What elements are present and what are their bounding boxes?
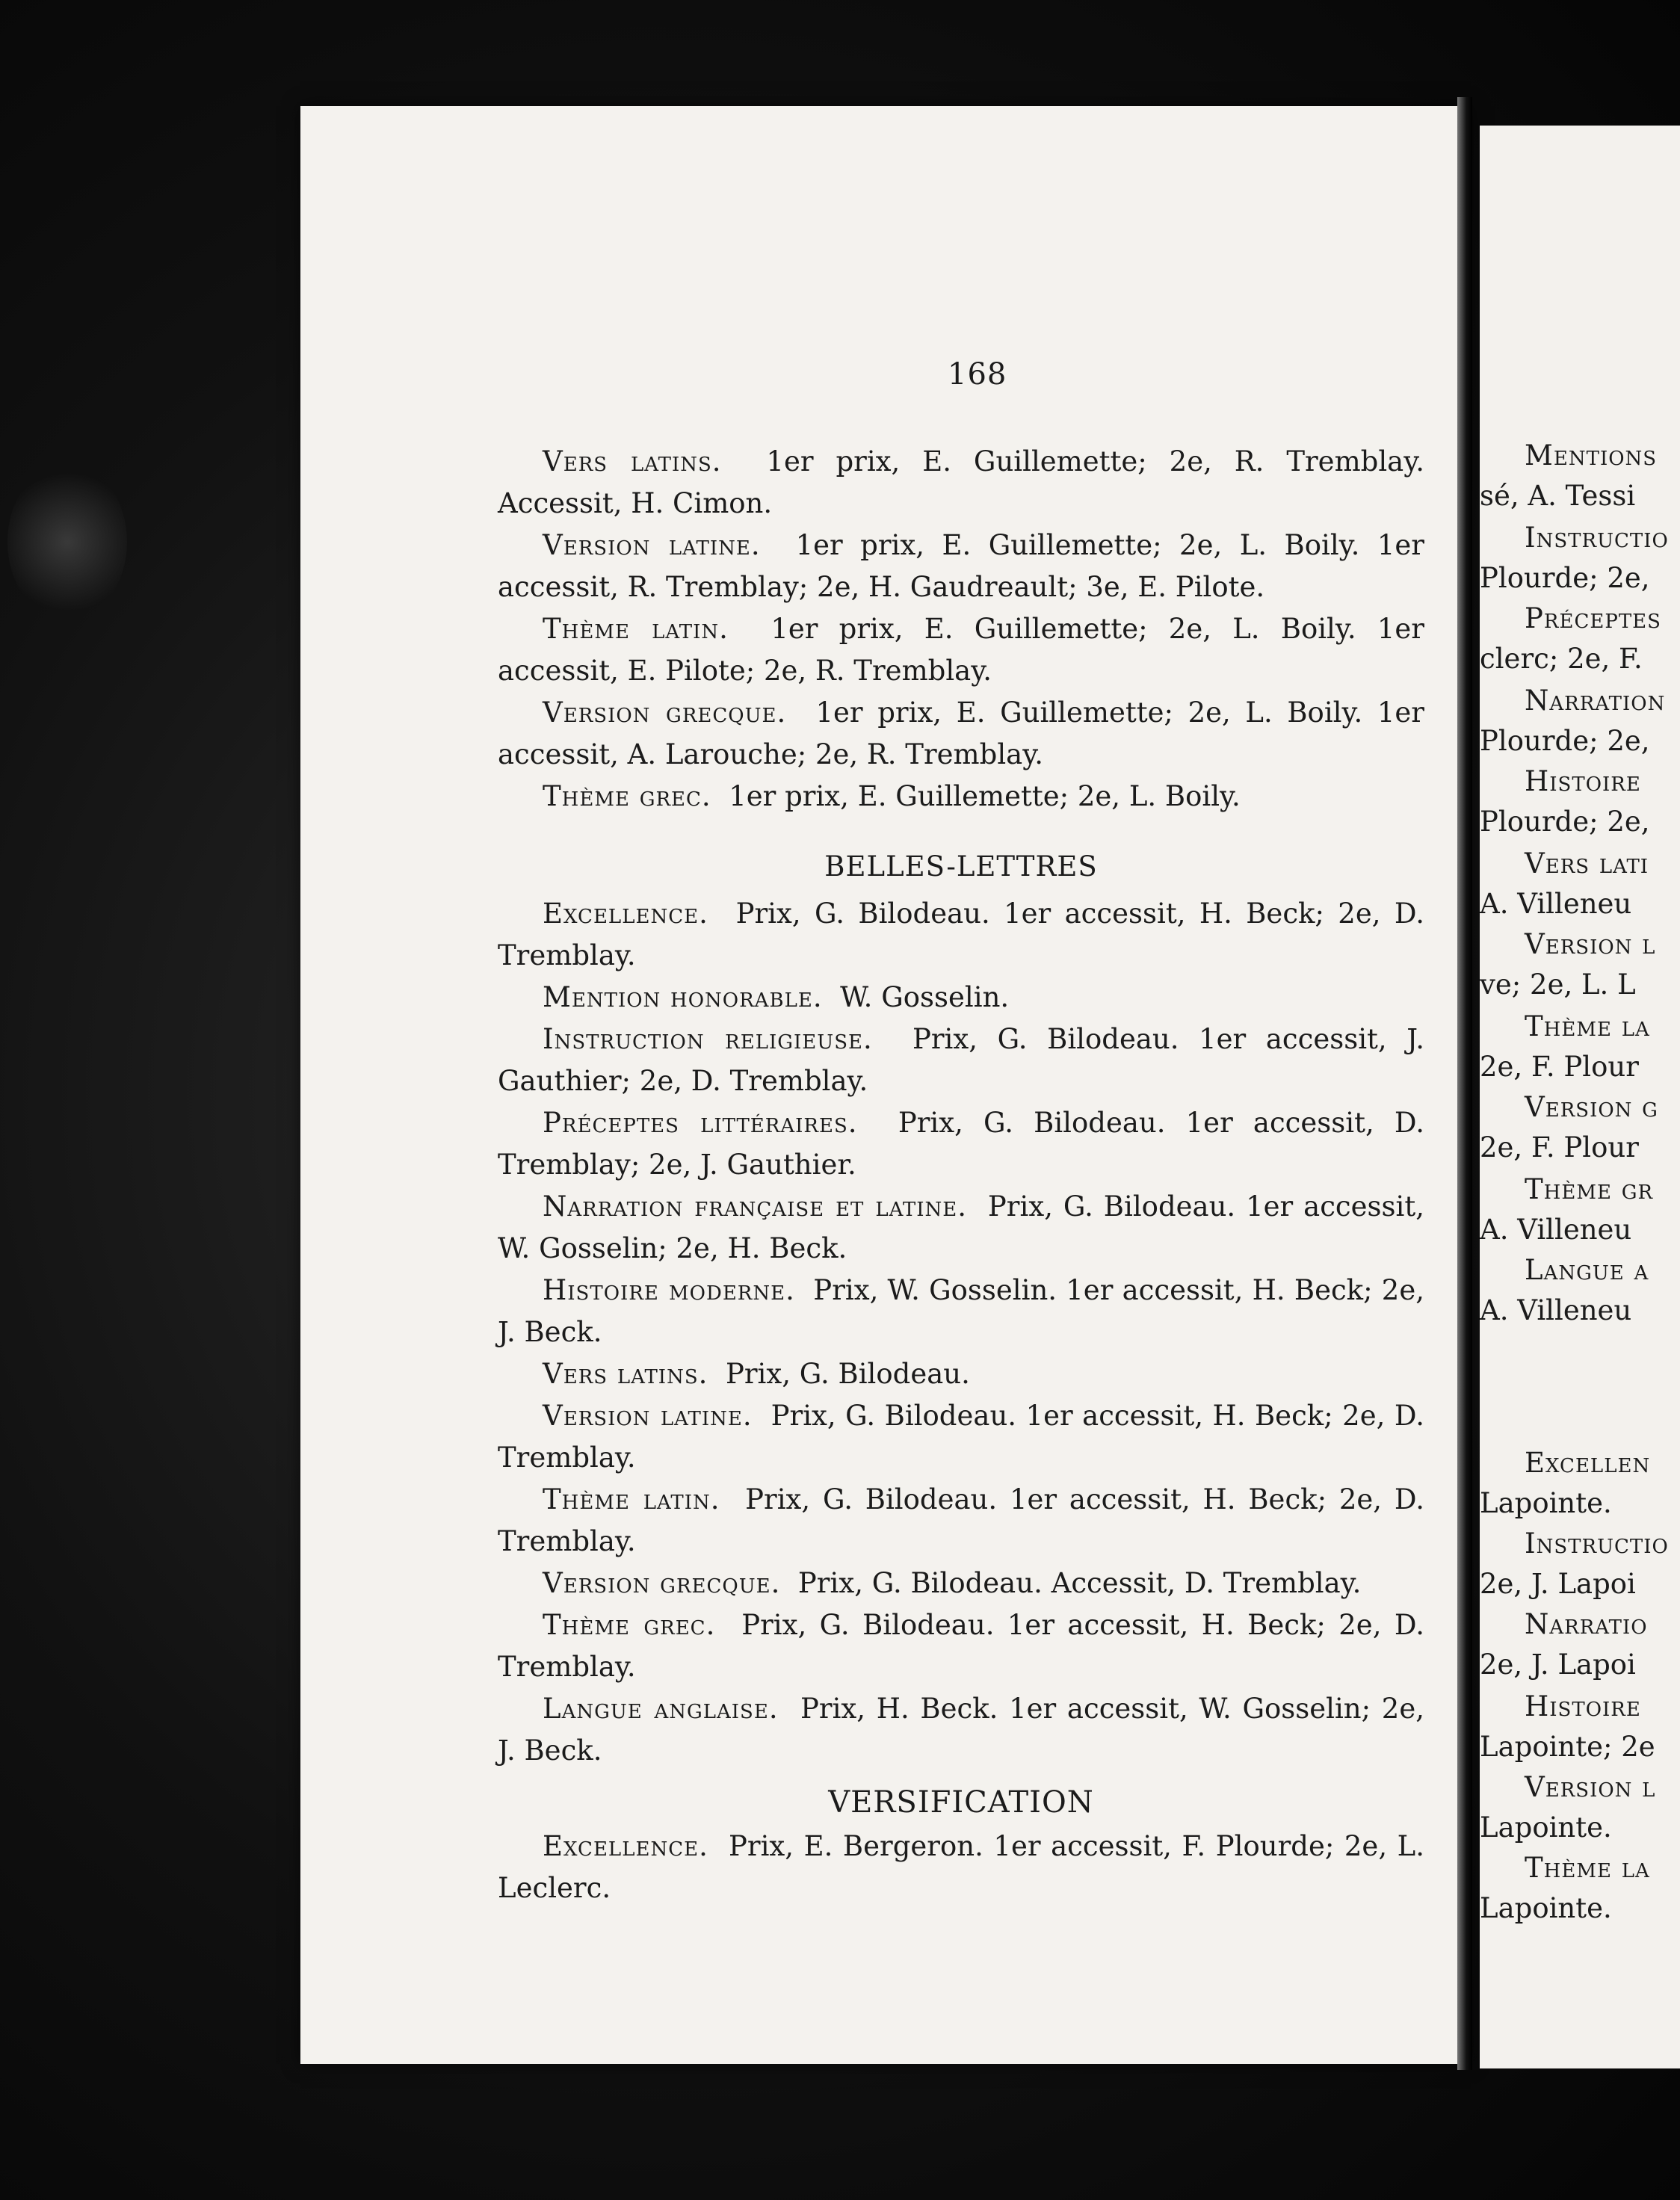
facing-line: Lapointe. (1480, 1487, 1612, 1519)
entry-text: Prix, G. Bilodeau. (725, 1358, 970, 1390)
facing-line: Langue a (1525, 1254, 1649, 1286)
facing-line: Instructio (1525, 522, 1669, 554)
entry-text: 1er prix, E. Guillemette; 2e, R. Tremblay. Accessit, H. Cimon. (498, 445, 1424, 519)
entry-label: Excellence. (543, 1830, 708, 1862)
entry (498, 1688, 1424, 1772)
facing-line: Instructio (1525, 1527, 1669, 1560)
entry-text: Prix, H. Beck. 1er accessit, W. Gosselin; 2e, J. Beck. (498, 1693, 1424, 1767)
entry-label: Thème latin. (543, 1483, 720, 1515)
entry-label: Mention honorable. (543, 981, 823, 1013)
entry (498, 608, 1424, 692)
section-lettres-grecques-latines (498, 441, 1424, 818)
entry-label: Histoire moderne. (543, 1274, 795, 1306)
entry (498, 692, 1424, 776)
entry (498, 1353, 1424, 1395)
entry (498, 1270, 1424, 1353)
section-versification (498, 1785, 1424, 1909)
facing-line: Vers lati (1525, 847, 1649, 880)
facing-line: Mentions (1525, 439, 1658, 472)
entry-label: Version grecque. (543, 1567, 781, 1599)
facing-page (1480, 126, 1680, 2068)
facing-line: A. Villeneu (1480, 1214, 1632, 1246)
entry-label: Instruction religieuse. (543, 1023, 873, 1055)
facing-line: sé, A. Tessi (1480, 480, 1636, 512)
entry-text: 1er prix, E. Guillemette; 2e, L. Boily. (729, 780, 1241, 812)
facing-line: 2e, F. Plour (1480, 1131, 1639, 1164)
entry-text: Prix, G. Bilodeau. 1er accessit, H. Beck; 2e, D. Tremblay. (498, 1400, 1424, 1474)
section-heading: VERSIFICATION (828, 1785, 1094, 1820)
entry-label: Vers latins. (543, 445, 722, 478)
entry-label: Thème grec. (543, 1609, 716, 1641)
entry (498, 776, 1424, 818)
section-belles-lettres (498, 850, 1424, 1772)
entry-text: Prix, E. Bergeron. 1er accessit, F. Plourde; 2e, L. Leclerc. (498, 1830, 1424, 1904)
entry-text: Prix, G. Bilodeau. 1er accessit, H. Beck; 2e, D. Tremblay. (498, 897, 1424, 971)
entry-text: Prix, G. Bilodeau. 1er accessit, H. Beck; 2e, D. Tremblay. (498, 1483, 1424, 1557)
entry-text: Prix, G. Bilodeau. 1er accessit, H. Beck; 2e, D. Tremblay. (498, 1609, 1424, 1683)
facing-line: Version g (1525, 1091, 1658, 1123)
entry (498, 1479, 1424, 1563)
facing-line: Plourde; 2e, (1480, 806, 1650, 838)
facing-line: clerc; 2e, F. (1480, 643, 1643, 675)
facing-line: Thème la (1525, 1010, 1650, 1042)
facing-line: A. Villeneu (1480, 1294, 1632, 1326)
facing-line: Histoire (1525, 765, 1641, 797)
smudge-mark (7, 463, 127, 620)
entry (498, 893, 1424, 977)
entry-text: Prix, G. Bilodeau. 1er accessit, W. Gosselin; 2e, H. Beck. (498, 1190, 1424, 1264)
facing-line: Narratio (1525, 1608, 1648, 1640)
entry-label: Version latine. (543, 1400, 753, 1432)
entry (498, 1395, 1424, 1479)
facing-line: 2e, J. Lapoi (1480, 1568, 1636, 1600)
facing-line: Plourde; 2e, (1480, 725, 1650, 757)
entry (498, 1019, 1424, 1102)
entry-label: Vers latins. (543, 1358, 708, 1390)
facing-line: 2e, J. Lapoi (1480, 1649, 1636, 1681)
entry-text: Prix, G. Bilodeau. 1er accessit, D. Tremblay; 2e, J. Gauthier. (498, 1107, 1424, 1181)
facing-line: Version l (1525, 928, 1656, 960)
facing-line: Excellen (1525, 1447, 1651, 1479)
facing-line: Narration (1525, 685, 1666, 717)
facing-line: Thème la (1525, 1852, 1650, 1884)
entry (498, 1563, 1424, 1604)
book-gutter (1457, 97, 1472, 2070)
facing-line: 2e, F. Plour (1480, 1051, 1639, 1083)
entry-text: 1er prix, E. Guillemette; 2e, L. Boily. 1er accessit, R. Tremblay; 2e, H. Gaudreault; 3e, E. Pilote. (498, 529, 1424, 603)
facing-line: Plourde; 2e, (1480, 562, 1650, 594)
entry-text: 1er prix, E. Guillemette; 2e, L. Boily. 1er accessit, E. Pilote; 2e, R. Tremblay. (498, 613, 1424, 687)
entry-text: Prix, G. Bilodeau. Accessit, D. Tremblay. (797, 1567, 1362, 1599)
facing-line: Version l (1525, 1771, 1656, 1803)
entry-label: Version grecque. (543, 696, 787, 729)
entry (498, 525, 1424, 608)
facing-line: Thème gr (1525, 1173, 1654, 1205)
section-heading: BELLES-LETTRES (824, 850, 1098, 883)
entry-text: Prix, W. Gosselin. 1er accessit, H. Beck; 2e, J. Beck. (498, 1274, 1424, 1348)
facing-line: Histoire (1525, 1690, 1641, 1722)
entry-text: W. Gosselin. (840, 981, 1010, 1013)
facing-line: Lapointe; 2e (1480, 1731, 1655, 1763)
facing-line: Lapointe. (1480, 1892, 1612, 1924)
facing-line: Lapointe. (1480, 1811, 1612, 1844)
page-text-column (498, 441, 1424, 1909)
facing-line: A. Villeneu (1480, 888, 1632, 920)
entry (498, 1186, 1424, 1270)
facing-line: ve; 2e, L. L (1480, 968, 1636, 1001)
entry (498, 1102, 1424, 1186)
entry-label: Préceptes littéraires. (543, 1107, 858, 1139)
entry-label: Narration française et latine. (543, 1190, 968, 1223)
facing-line: Préceptes (1525, 602, 1661, 634)
entry (498, 441, 1424, 525)
entry-label: Thème grec. (543, 780, 711, 812)
entry-label: Version latine. (543, 529, 761, 561)
entry-text: 1er prix, E. Guillemette; 2e, L. Boily. 1er accessit, A. Larouche; 2e, R. Tremblay. (498, 696, 1424, 770)
page-number: 168 (948, 357, 1007, 392)
entry (498, 977, 1424, 1019)
entry (498, 1826, 1424, 1909)
entry-text: Prix, G. Bilodeau. 1er accessit, J. Gauthier; 2e, D. Tremblay. (498, 1023, 1424, 1097)
entry-label: Excellence. (543, 897, 708, 930)
entry (498, 1604, 1424, 1688)
entry-label: Langue anglaise. (543, 1693, 779, 1725)
entry-label: Thème latin. (543, 613, 729, 645)
